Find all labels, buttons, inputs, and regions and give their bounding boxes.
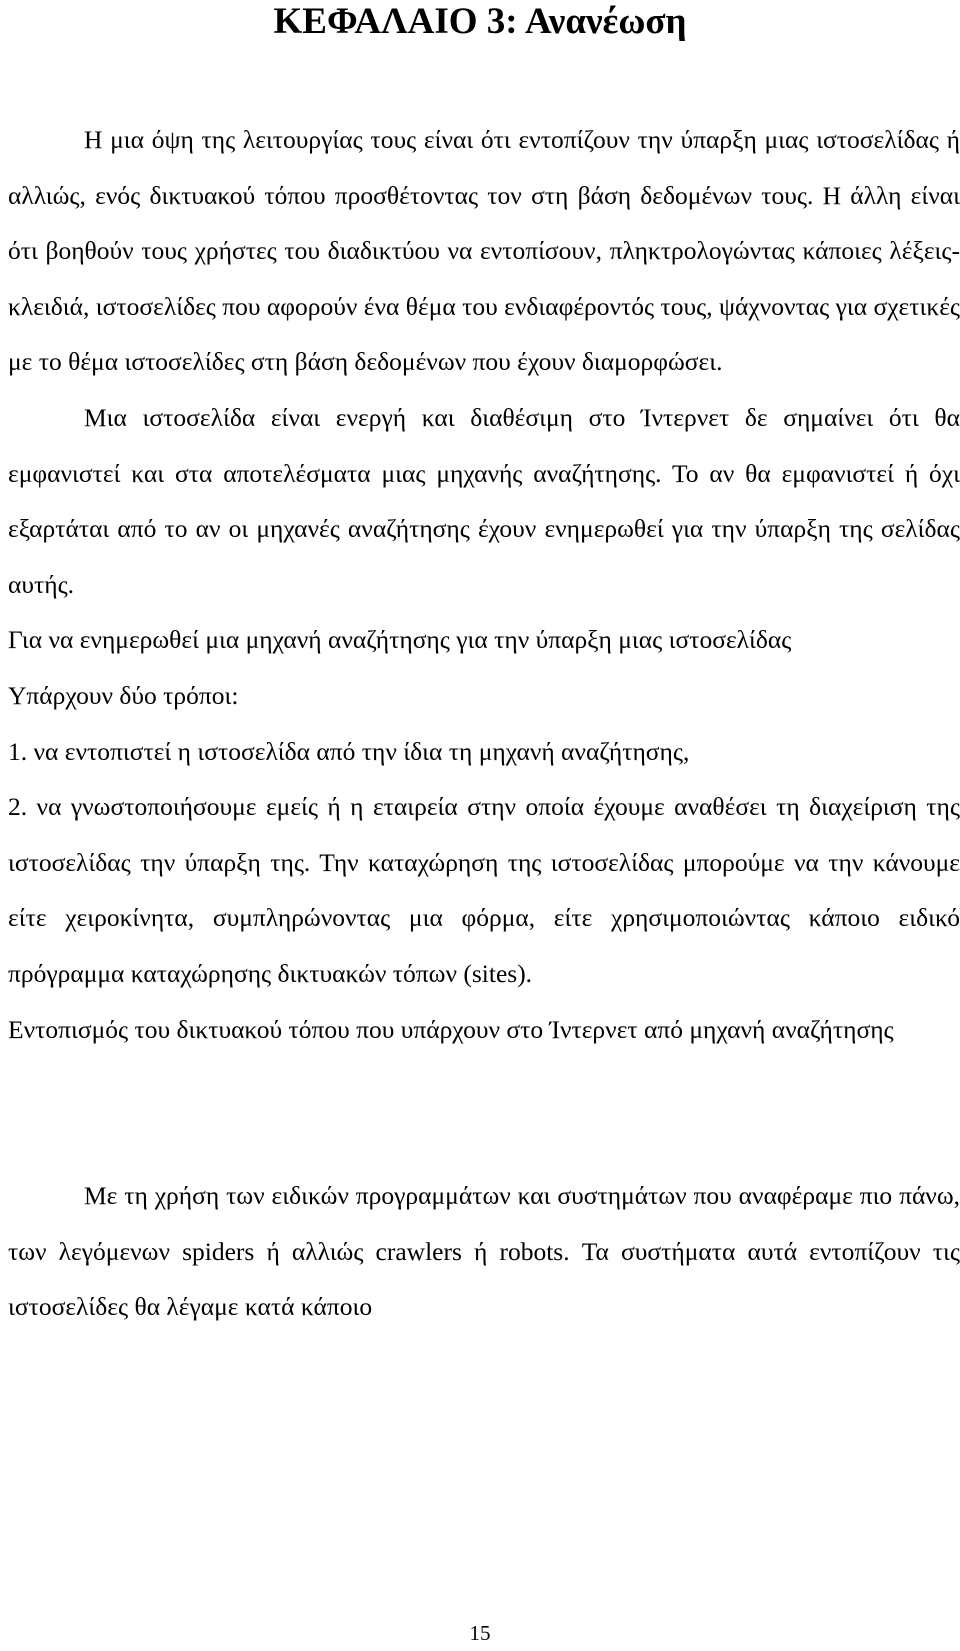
page-number: 15 xyxy=(469,1621,491,1645)
body-text xyxy=(8,112,960,1335)
section-heading-locating-site: Εντοπισμός του δικτυακού τόπου που υπάρχουν στο Ίντερνετ από μηχανή αναζήτησης xyxy=(8,1014,894,1044)
paragraph-crawlers: Με τη χρήση των ειδικών προγραμμάτων και συστημάτων που αναφέραμε πιο πάνω, των λεγόμενων spiders ή αλλιώς crawlers ή robots. Τα συστήματα αυτά εντοπίζουν τις ιστοσελίδες θα λέγαμε κατά κάποιο xyxy=(8,1181,960,1322)
paragraph-two-ways: Υπάρχουν δύο τρόποι: xyxy=(8,680,239,710)
paragraph-search-engine-function: Η μια όψη της λειτουργίας τους είναι ότι εντοπίζουν την ύπαρξη μιας ιστοσελίδας ή αλλιώς, ενός δικτυακού τόπου προσθέτοντας τον στη βάση δεδομένων τους. Η άλλη είναι ότι βοηθούν τους χρήστες του διαδικτύου να εντοπίσουν, πληκτρολογώντας κάποιες λέξεις-κλειδιά, ιστοσελίδες που αφορούν ένα θέμα του ενδιαφέροντός τους, ψάχνοντας για σχετικές με το θέμα ιστοσελίδες στη βάση δεδομένων που έχουν διαμορφώσει. xyxy=(8,125,960,377)
paragraph-spacer xyxy=(8,1057,960,1168)
chapter-title: ΚΕΦΑΛΑΙΟ 3: Ανανέωση xyxy=(273,1,687,42)
list-item-2: 2. να γνωστοποιήσουμε εμείς ή η εταιρεία στην οποία έχουμε αναθέσει τη διαχείριση της ιστοσελίδας την ύπαρξη της. Την καταχώρηση της ιστοσελίδας μπορούμε να την κάνουμε είτε χειροκίνητα, συμπληρώνοντας μια φόρμα, είτε χρησιμοποιώντας κάποιο ειδικό πρόγραμμα καταχώρησης δικτυακών τόπων (sites). xyxy=(8,792,960,988)
list-item-1: 1. να εντοπιστεί η ιστοσελίδα από την ίδια τη μηχανή αναζήτησης, xyxy=(8,736,690,766)
paragraph-active-page: Μια ιστοσελίδα είναι ενεργή και διαθέσιμη στο Ίντερνετ δε σημαίνει ότι θα εμφανιστεί και στα αποτελέσματα μιας μηχανής αναζήτησης. Το αν θα εμφανιστεί ή όχι εξαρτάται από το αν οι μηχανές αναζήτησης έχουν ενημερωθεί για την ύπαρξη της σελίδας αυτής. xyxy=(8,402,960,599)
paragraph-how-to-notify: Για να ενημερωθεί μια μηχανή αναζήτησης για την ύπαρξη μιας ιστοσελίδας xyxy=(8,625,792,655)
